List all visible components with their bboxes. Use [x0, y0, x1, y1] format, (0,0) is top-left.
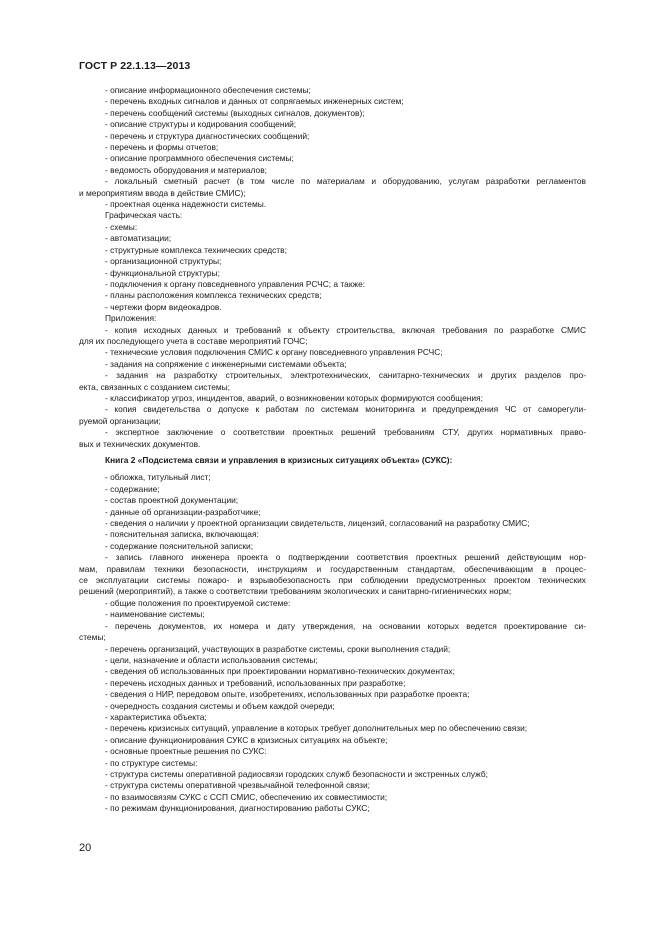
text-line: - перечень сообщений системы (выходных сигналов, документов); [105, 107, 365, 118]
text-line: - общие положения по проектируемой системе: [105, 597, 291, 608]
text-line: се эксплуатации системы пожаро- и взрывобезопасность при соблюдении предусмотренных проектом технических [79, 575, 586, 586]
document-header: ГОСТ Р 22.1.13—2013 [79, 60, 191, 72]
text-line: - описание структуры и кодирования сообщений; [105, 119, 297, 130]
text-line: - технические условия подключения СМИС к органу повседневного управления РСЧС; [105, 347, 443, 358]
text-line: - наименование системы; [105, 609, 205, 620]
text-line: - перечень исходных данных и требований, использованных при разработке; [105, 677, 406, 688]
text-line: - экспертное заключение о соответствии проектных решений требованиям СТУ, других нормативных право- [105, 427, 586, 438]
text-line: - копия свидетельства о допуске к работам по системам мониторинга и предупреждения ЧС от саморегули- [105, 404, 586, 415]
text-line: - содержание; [105, 483, 160, 494]
text-line: - структура системы оперативной радиосвязи городских служб безопасности и экстренных служб; [105, 768, 488, 779]
text-line: - перечень входных сигналов и данных от сопрягаемых инженерных систем; [105, 96, 404, 107]
text-line: - запись главного инженера проекта о подтверждении соответствия проектных решений действующим нор- [105, 552, 586, 563]
text-line: для их последующего учета в составе мероприятий ГОЧС; [79, 335, 308, 346]
text-line: - проектная оценка надежности системы. [105, 199, 267, 210]
document-body [79, 85, 586, 815]
text-line: екта, связанных с созданием системы; [79, 381, 230, 392]
page-number: 20 [79, 842, 92, 854]
section-heading: Книга 2 «Подсистема связи и управления в кризисных ситуациях объекта» (СУКС): [105, 455, 453, 465]
text-line: решений (мероприятий), а также о соответствии требованиям экологических и санитарно-гигиенических норм; [79, 586, 512, 597]
text-line: вых и технических документов. [79, 438, 201, 449]
text-line: стемы; [79, 632, 106, 643]
text-line: - перечень и формы отчетов; [105, 142, 219, 153]
text-line: - очередность создания системы и объем каждой очереди; [105, 700, 335, 711]
text-line: - сведения о наличии у проектной организации свидетельств, лицензий, согласований на разработку СМИС; [105, 518, 530, 529]
text-line: - основные проектные решения по СУКС: [105, 746, 267, 757]
text-line: - ведомость оборудования и материалов; [105, 164, 267, 175]
text-line: - описание функционирования СУКС в кризисных ситуациях на объекте; [105, 734, 388, 745]
text-line: - сведения о НИР, передовом опыте, изобретениях, использованных при разработке проекта; [105, 689, 470, 700]
text-line: - перечень и структура диагностических сообщений; [105, 130, 310, 141]
text-line: руемой организации; [79, 415, 161, 426]
text-line: - обложка, титульный лист; [105, 472, 211, 483]
text-line: и мероприятиям ввода в действие СМИС); [79, 187, 246, 198]
text-line: - организационной структуры; [105, 256, 222, 267]
text-line: Приложения: [105, 313, 157, 324]
text-line: - автоматизации; [105, 233, 172, 244]
text-line: - цели, назначение и области использования системы; [105, 654, 318, 665]
text-line: - характеристика объекта; [105, 711, 207, 722]
text-line: - содержание пояснительной записки; [105, 540, 254, 551]
text-line: - перечень документов, их номера и дату утверждения, на основании которых ведется проектирование си- [105, 620, 586, 631]
text-line: - по структуре системы: [105, 757, 198, 768]
text-line: - по взаимосвязям СУКС с ССП СМИС, обеспечению их совместимости; [105, 791, 388, 802]
text-line: - копия исходных данных и требований к объекту строительства, включая требования по разработке СМИС [105, 324, 586, 335]
text-line: - схемы: [105, 221, 138, 232]
text-line: - по режимам функционирования, диагностированию работы СУКС; [105, 803, 370, 814]
text-line: - задания на сопряжение с инженерными системами объекта; [105, 358, 347, 369]
text-line: - задания на разработку строительных, электротехнических, санитарно-технических и других разделов про- [105, 370, 586, 381]
text-line: - структурные комплекса технических средств; [105, 244, 287, 255]
text-line: - структура системы оперативной чрезвычайной телефонной связи; [105, 780, 370, 791]
text-line: - локальный сметный расчет (в том числе по материалам и оборудованию, услугам разработки регламентов [105, 176, 586, 187]
text-line: Графическая часть: [105, 210, 183, 221]
text-line: - функциональной структуры; [105, 267, 220, 278]
text-line: - классификатор угроз, инцидентов, аварий, о возникновении которых формируются сообщения; [105, 392, 483, 403]
text-line: - состав проектной документации; [105, 495, 239, 506]
text-line: - данные об организации-разработчике; [105, 506, 261, 517]
text-line: - пояснительная записка, включающая: [105, 529, 259, 540]
text-line: - перечень организаций, участвующих в разработке системы, сроки выполнения стадий; [105, 643, 451, 654]
text-line: - планы расположения комплекса технических средств; [105, 290, 322, 301]
text-line: - перечень кризисных ситуаций, управление в которых требует дополнительных мер по обеспечению связи; [105, 723, 528, 734]
text-line: мам, правилам техники безопасности, инструкциям и государственным стандартам, обеспечивающим в процес- [79, 563, 586, 574]
text-line: - описание информационного обеспечения системы; [105, 85, 311, 95]
text-line: - сведения об использованных при проектировании нормативно-технических документах; [105, 666, 455, 677]
text-line: - чертежи форм видеокадров. [105, 301, 222, 312]
text-line: - подключения к органу повседневного управления РСЧС; а также: [105, 278, 366, 289]
text-line: - описание программного обеспечения системы; [105, 153, 294, 164]
